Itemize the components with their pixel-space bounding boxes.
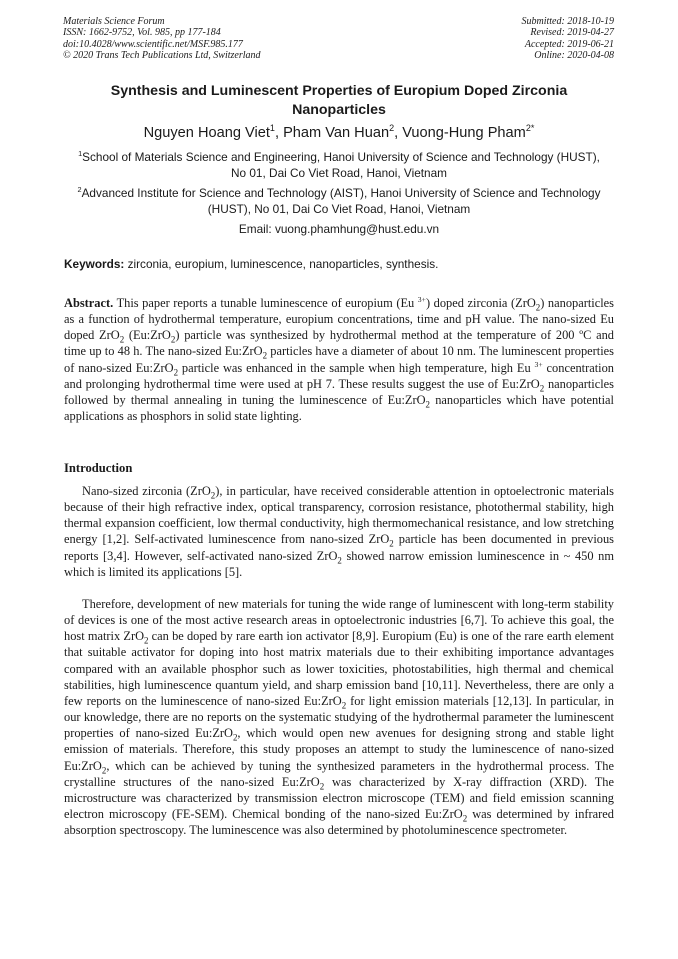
affiliation-2 — [70, 186, 608, 217]
section-heading-introduction: Introduction — [64, 461, 133, 475]
intro-paragraph-2 — [64, 596, 614, 838]
author-separator: , — [274, 125, 284, 141]
text-run: was characterized by X-ray diffraction (XRD). The microstructure was characterized by transmission electron microscope (TEM) and field emission scanning electron microscopy (FE-SEM). Chemical bonding of the nano-sized Eu:ZrO — [64, 774, 614, 822]
revised-date: Revised: 2019-04-27 — [530, 27, 614, 39]
subscript: 2 — [539, 383, 545, 394]
subscript: 2 — [389, 538, 394, 549]
issn: ISSN: 1662-9752, Vol. 985, pp 177-184 — [63, 27, 221, 39]
subscript: 2 — [170, 334, 176, 345]
paper-title — [60, 82, 618, 119]
subscript: 2 — [119, 334, 125, 345]
accepted-date: Accepted: 2019-06-21 — [524, 38, 614, 50]
text-run: (Eu:ZrO — [124, 328, 171, 343]
online-date: Online: 2020-04-08 — [534, 49, 614, 61]
text-run: This paper reports a tunable luminescence of europium (Eu — [113, 296, 418, 310]
text-run: Therefore, development of new materials for tuning the wide range of luminescent with long-term stability of devices is one of the most active research areas in optoelectronic industries [6,7]. To achieve this goal, the host matrix ZrO — [64, 597, 614, 644]
subscript: 2 — [341, 700, 347, 711]
abstract-label: Abstract. — [64, 296, 114, 310]
title-line-1: Synthesis and Luminescent Properties of Europium Doped Zirconia — [110, 83, 568, 99]
text-run: ) nanoparticles as a function of hydrothermal temperature, europium concentrations, time and pH value. The nano-sized Eu doped ZrO — [64, 296, 614, 343]
author-name: Vuong-Hung Pham — [402, 125, 526, 141]
copyright: © 2020 Trans Tech Publications Ltd, Switzerland — [63, 49, 261, 61]
text-run: particle has been documented in previous reports [3,4]. However, self-activated nano-sized ZrO — [64, 532, 614, 563]
title-line-2: Nanoparticles — [292, 101, 386, 118]
superscript: 3+ — [417, 294, 426, 304]
text-run: ) particle was synthesized by hydrothermal method at the temperature of 200 ºC and time up to 48 h. The nano-sized Eu:ZrO — [64, 328, 614, 359]
subscript: 2 — [337, 555, 342, 566]
text-run: showed narrow emission luminescence in ~ 450 nm which is limited its applications [5]. — [64, 548, 614, 579]
keywords — [64, 257, 616, 272]
author-affiliation-marker: 2* — [525, 123, 535, 134]
intro-paragraph-1 — [64, 483, 614, 580]
subscript: 2 — [535, 302, 541, 313]
affiliation-1-text: School of Materials Science and Engineering, Hanoi University of Science and Technology (HUST), No 01, Dai Co Viet Road, Hanoi, Vietnam — [82, 150, 600, 180]
text-run: , which would open new avenues for designing strong and stable light emission of materials. Therefore, this study proposes an attempt to study the luminescence of nano-sized Eu:ZrO — [64, 726, 614, 773]
publication-info — [63, 16, 363, 61]
subscript: 2 — [425, 399, 430, 410]
text-run: particle was enhanced in the sample when high temperature, high Eu — [178, 360, 535, 375]
text-run: can be doped by rare earth ion activator [8,9]. Europium (Eu) is one of the rare earth element that suitable activator for doping into host matrix materials due to their exhibiting importance advantages compared with an available phosphor such as lower toxicities, photostabilities, high thermal and chemical stabilities, high luminescence quantum yield, and sharp emission band [10,11]. Nevertheless, there are only a few reports on the luminescence of nano-sized Eu:ZrO — [64, 629, 614, 708]
subscript: 2 — [173, 367, 179, 378]
author-affiliation-marker: 2 — [389, 123, 395, 134]
text-run: ), in particular, have received considerable attention in optoelectronic materials because of their high refractive index, optical transparency, corrosion resistance, photothermal stability, high thermal expansion coefficient, low thermal conductivity, high thermomechanical resistance, and low stretching energy [1,2]. Self-activated luminescence from nano-sized ZrO — [64, 484, 614, 547]
author-name: Pham Van Huan — [283, 125, 390, 141]
affiliation-2-marker: 2 — [77, 185, 82, 195]
subscript: 2 — [462, 813, 468, 824]
text-run: ) doped zirconia (ZrO — [425, 296, 536, 310]
affiliation-1 — [70, 150, 608, 181]
author-list — [60, 124, 618, 142]
submitted-date: Submitted: 2018-10-19 — [521, 16, 614, 27]
abstract — [64, 295, 614, 424]
keywords-text: zirconia, europium, luminescence, nanoparticles, synthesis. — [127, 257, 439, 271]
subscript: 2 — [319, 781, 325, 792]
journal-name: Materials Science Forum — [63, 16, 165, 27]
author-name: Nguyen Hoang Viet — [143, 125, 270, 141]
text-run: Nano-sized zirconia (ZrO — [82, 484, 211, 498]
author-separator: , — [394, 125, 403, 141]
subscript: 2 — [101, 765, 107, 776]
subscript: 2 — [144, 635, 149, 646]
affiliation-1-marker: 1 — [78, 149, 83, 159]
corresponding-email: Email: vuong.phamhung@hust.edu.vn — [238, 222, 440, 236]
text-run: particles have a diameter of about 10 nm. The luminescent properties of nano-sized Eu:ZrO — [64, 344, 614, 375]
keywords-label: Keywords: — [64, 257, 125, 271]
author-affiliation-marker: 1 — [269, 123, 275, 134]
text-run: nanoparticles followed by thermal annealing in tuning the luminescence of Eu:ZrO — [64, 376, 614, 407]
publication-dates — [354, 16, 614, 61]
abstract-text — [64, 296, 614, 423]
text-run: concentration and prolonging hydrothermal time were used at pH 7. These results suggest the use of Eu:ZrO — [64, 360, 614, 391]
subscript: 2 — [232, 732, 238, 743]
text-run: , which can be achieved by tuning the synthesized parameters in the hydrothermal process. The crystalline structures of the nano-sized Eu:ZrO — [64, 758, 614, 789]
text-run: for light emission materials [12,13]. In particular, in our knowledge, there are no reports on the systematic studying of the hydrothermal parameter the luminescent properties of nano-sized Eu:ZrO — [64, 693, 614, 741]
text-run: was determined by infrared absorption spectroscopy. The luminescence was also determined by photoluminescence spectrometer. — [64, 807, 614, 838]
subscript: 2 — [262, 350, 268, 361]
affiliation-2-text: Advanced Institute for Science and Technology (AIST), Hanoi University of Science and Technology (HUST), No 01, Dai Co Viet Road, Hanoi, Vietnam — [81, 186, 601, 216]
doi: doi:10.4028/www.scientific.net/MSF.985.177 — [63, 38, 243, 50]
subscript: 2 — [210, 490, 216, 501]
text-run: nanoparticles which have potential applications as phosphors in solid state lighting. — [64, 392, 614, 424]
superscript: 3+ — [534, 359, 543, 369]
